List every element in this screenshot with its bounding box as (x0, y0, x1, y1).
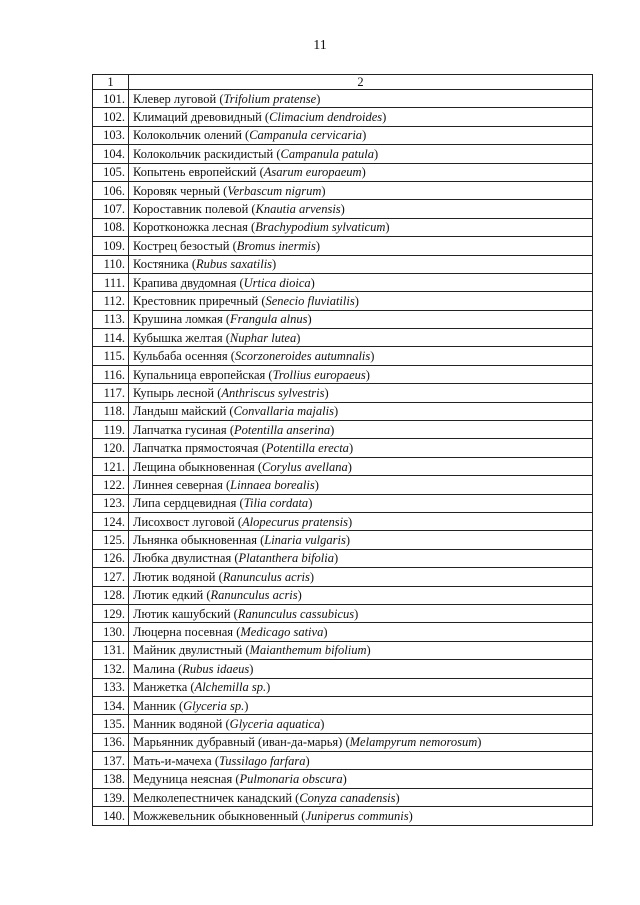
table-row (93, 181, 593, 199)
table-row (93, 586, 593, 604)
species-common-name: Костяника (133, 257, 189, 272)
row-number: 118. (93, 402, 129, 420)
species-latin-name: Urtica dioica (243, 275, 311, 290)
species-latin-name: Corylus avellana (262, 459, 348, 474)
table-row (93, 770, 593, 788)
species-common-name: Лисохвост луговой (133, 514, 235, 529)
species-common-name: Липа сердцевидная (133, 496, 237, 511)
species-latin-name: Juniperus communis (305, 808, 409, 823)
species-cell: Лещина обыкновенная (Corylus avellana) (129, 457, 593, 475)
species-cell: Линнея северная (Linnaea borealis) (129, 476, 593, 494)
species-cell: Крестовник приречный (Senecio fluviatilis) (129, 292, 593, 310)
species-latin-name: Anthriscus sylvestris (221, 385, 325, 400)
species-cell: Мать-и-мачеха (Tussilago farfara) (129, 752, 593, 770)
species-common-name: Лапчатка гусиная (133, 422, 227, 437)
species-cell: Лапчатка прямостоячая (Potentilla erecta) (129, 439, 593, 457)
table-row (93, 494, 593, 512)
table-body (93, 90, 593, 826)
species-cell: Манник (Glyceria sp.) (129, 696, 593, 714)
table-row (93, 384, 593, 402)
species-common-name: Короставник полевой (133, 202, 249, 217)
row-number: 125. (93, 531, 129, 549)
row-number: 117. (93, 384, 129, 402)
species-cell: Крапива двудомная (Urtica dioica) (129, 273, 593, 291)
table-row (93, 108, 593, 126)
table-row (93, 218, 593, 236)
table-row (93, 549, 593, 567)
species-common-name: Купальница европейская (133, 367, 266, 382)
species-latin-name: Conyza canadensis (299, 790, 396, 805)
row-number: 139. (93, 788, 129, 806)
species-latin-name: Linnaea borealis (230, 477, 315, 492)
row-number: 132. (93, 660, 129, 678)
row-number: 104. (93, 145, 129, 163)
species-latin-name: Alopecurus pratensis (242, 514, 348, 529)
species-cell: Мелколепестничек канадский (Conyza canadensis) (129, 788, 593, 806)
species-cell: Лапчатка гусиная (Potentilla anserina) (129, 421, 593, 439)
row-number: 126. (93, 549, 129, 567)
table-row (93, 660, 593, 678)
row-number: 138. (93, 770, 129, 788)
species-latin-name: Asarum europaeum (263, 165, 362, 180)
species-latin-name: Pulmonaria obscura (239, 772, 343, 787)
species-cell: Костяника (Rubus saxatilis) (129, 255, 593, 273)
species-latin-name: Tilia cordata (243, 496, 309, 511)
table-row (93, 292, 593, 310)
species-cell: Купырь лесной (Anthriscus sylvestris) (129, 384, 593, 402)
species-latin-name: Melampyrum nemorosum (349, 735, 478, 750)
row-number: 110. (93, 255, 129, 273)
row-number: 134. (93, 696, 129, 714)
species-cell: Колокольчик олений (Campanula cervicaria) (129, 126, 593, 144)
species-latin-name: Campanula cervicaria (249, 128, 363, 143)
row-number: 119. (93, 421, 129, 439)
table-row (93, 752, 593, 770)
species-cell: Липа сердцевидная (Tilia cordata) (129, 494, 593, 512)
species-latin-name: Maianthemum bifolium (249, 643, 367, 658)
row-number: 112. (93, 292, 129, 310)
row-number: 128. (93, 586, 129, 604)
row-number: 127. (93, 568, 129, 586)
row-number: 140. (93, 807, 129, 825)
species-latin-name: Campanula patula (280, 146, 374, 161)
species-cell: Льнянка обыкновенная (Linaria vulgaris) (129, 531, 593, 549)
table-row (93, 126, 593, 144)
row-number: 116. (93, 365, 129, 383)
row-number: 107. (93, 200, 129, 218)
species-latin-name: Nuphar lutea (229, 330, 297, 345)
row-number: 103. (93, 126, 129, 144)
table-row (93, 273, 593, 291)
species-latin-name: Medicago sativa (240, 625, 324, 640)
species-latin-name: Trifolium pratense (223, 91, 317, 106)
row-number: 105. (93, 163, 129, 181)
table-row (93, 715, 593, 733)
table-row (93, 696, 593, 714)
species-cell: Клевер луговой (Trifolium pratense) (129, 90, 593, 108)
species-common-name: Кострец безостый (133, 238, 230, 253)
table-row (93, 237, 593, 255)
species-common-name: Марьянник дубравный (иван-да-марья) (133, 735, 343, 750)
species-common-name: Можжевельник обыкновенный (133, 808, 299, 823)
row-number: 131. (93, 641, 129, 659)
species-common-name: Климаций древовидный (133, 110, 262, 125)
table-row (93, 568, 593, 586)
row-number: 102. (93, 108, 129, 126)
species-common-name: Крушина ломкая (133, 312, 223, 327)
species-latin-name: Frangula alnus (230, 312, 308, 327)
species-cell: Лютик кашубский (Ranunculus cassubicus) (129, 604, 593, 622)
species-common-name: Медуница неясная (133, 772, 233, 787)
species-cell: Климаций древовидный (Climacium dendroides) (129, 108, 593, 126)
species-latin-name: Convallaria majalis (233, 404, 334, 419)
column-header-number: 1 (93, 75, 129, 90)
table-row (93, 807, 593, 825)
species-cell: Люцерна посевная (Medicago sativa) (129, 623, 593, 641)
species-cell: Кострец безостый (Bromus inermis) (129, 237, 593, 255)
species-latin-name: Brachypodium sylvaticum (255, 220, 386, 235)
species-table (92, 74, 593, 826)
table-row (93, 531, 593, 549)
species-common-name: Мать-и-мачеха (133, 753, 212, 768)
species-common-name: Майник двулистный (133, 643, 243, 658)
species-cell: Лютик водяной (Ranunculus acris) (129, 568, 593, 586)
species-common-name: Линнея северная (133, 477, 223, 492)
table-row (93, 347, 593, 365)
table-header-row (93, 75, 593, 90)
row-number: 101. (93, 90, 129, 108)
row-number: 109. (93, 237, 129, 255)
species-latin-name: Knautia arvensis (255, 202, 341, 217)
species-cell: Манжетка (Alchemilla sp.) (129, 678, 593, 696)
species-common-name: Льнянка обыкновенная (133, 533, 257, 548)
species-latin-name: Bromus inermis (236, 238, 316, 253)
table-row (93, 255, 593, 273)
species-cell: Крушина ломкая (Frangula alnus) (129, 310, 593, 328)
row-number: 130. (93, 623, 129, 641)
row-number: 129. (93, 604, 129, 622)
species-cell: Майник двулистный (Maianthemum bifolium) (129, 641, 593, 659)
species-common-name: Любка двулистная (133, 551, 232, 566)
species-common-name: Малина (133, 661, 175, 676)
species-common-name: Клевер луговой (133, 91, 217, 106)
table-row (93, 733, 593, 751)
table-row (93, 678, 593, 696)
species-common-name: Крестовник приречный (133, 293, 259, 308)
row-number: 124. (93, 512, 129, 530)
species-latin-name: Glyceria aquatica (229, 716, 321, 731)
table-row (93, 163, 593, 181)
table-row (93, 200, 593, 218)
row-number: 135. (93, 715, 129, 733)
table-row (93, 365, 593, 383)
species-common-name: Кульбаба осенняя (133, 349, 228, 364)
species-common-name: Лютик едкий (133, 588, 204, 603)
species-latin-name: Alchemilla sp. (194, 680, 267, 695)
species-cell: Коротконожка лесная (Brachypodium sylvaticum) (129, 218, 593, 236)
table-row (93, 329, 593, 347)
table-row (93, 641, 593, 659)
species-common-name: Мелколепестничек канадский (133, 790, 293, 805)
species-cell: Манник водяной (Glyceria aquatica) (129, 715, 593, 733)
column-header-species: 2 (129, 75, 593, 90)
species-common-name: Колокольчик раскидистый (133, 146, 274, 161)
species-latin-name: Platanthera bifolia (238, 551, 334, 566)
species-latin-name: Climacium dendroides (269, 110, 383, 125)
species-latin-name: Scorzoneroides autumnalis (234, 349, 371, 364)
species-latin-name: Senecio fluviatilis (265, 293, 355, 308)
page-number: 11 (313, 38, 327, 53)
row-number: 106. (93, 181, 129, 199)
species-latin-name: Potentilla erecta (265, 441, 349, 456)
species-cell: Малина (Rubus idaeus) (129, 660, 593, 678)
row-number: 115. (93, 347, 129, 365)
species-cell: Любка двулистная (Platanthera bifolia) (129, 549, 593, 567)
species-common-name: Ландыш майский (133, 404, 227, 419)
species-cell: Кульбаба осенняя (Scorzoneroides autumnalis) (129, 347, 593, 365)
species-common-name: Люцерна посевная (133, 625, 234, 640)
row-number: 133. (93, 678, 129, 696)
species-latin-name: Trollius europaeus (272, 367, 366, 382)
species-common-name: Коротконожка лесная (133, 220, 248, 235)
table-row (93, 788, 593, 806)
species-latin-name: Rubus idaeus (182, 661, 250, 676)
species-common-name: Колокольчик олений (133, 128, 242, 143)
row-number: 121. (93, 457, 129, 475)
species-cell: Купальница европейская (Trollius europaeus) (129, 365, 593, 383)
row-number: 113. (93, 310, 129, 328)
table-row (93, 145, 593, 163)
table-row (93, 512, 593, 530)
table-row (93, 604, 593, 622)
species-cell: Кубышка желтая (Nuphar lutea) (129, 329, 593, 347)
table-row (93, 90, 593, 108)
species-common-name: Кубышка желтая (133, 330, 223, 345)
species-cell: Медуница неясная (Pulmonaria obscura) (129, 770, 593, 788)
species-cell: Колокольчик раскидистый (Campanula patula) (129, 145, 593, 163)
table-row (93, 476, 593, 494)
table-row (93, 421, 593, 439)
table-row (93, 310, 593, 328)
row-number: 122. (93, 476, 129, 494)
species-latin-name: Ranunculus acris (222, 569, 310, 584)
table-row (93, 439, 593, 457)
species-latin-name: Glyceria sp. (183, 698, 245, 713)
species-cell: Лютик едкий (Ranunculus acris) (129, 586, 593, 604)
species-latin-name: Ranunculus acris (210, 588, 298, 603)
species-latin-name: Rubus saxatilis (195, 257, 273, 272)
species-common-name: Лапчатка прямостоячая (133, 441, 259, 456)
species-cell: Можжевельник обыкновенный (Juniperus communis) (129, 807, 593, 825)
species-cell: Марьянник дубравный (иван-да-марья) (Melampyrum nemorosum) (129, 733, 593, 751)
species-common-name: Копытень европейский (133, 165, 257, 180)
row-number: 108. (93, 218, 129, 236)
species-latin-name: Tussilago farfara (219, 753, 306, 768)
species-latin-name: Potentilla anserina (233, 422, 331, 437)
row-number: 137. (93, 752, 129, 770)
row-number: 136. (93, 733, 129, 751)
species-common-name: Коровяк черный (133, 183, 221, 198)
row-number: 111. (93, 273, 129, 291)
species-common-name: Лютик водяной (133, 569, 216, 584)
species-common-name: Манник водяной (133, 716, 223, 731)
species-common-name: Купырь лесной (133, 385, 215, 400)
row-number: 123. (93, 494, 129, 512)
species-cell: Копытень европейский (Asarum europaeum) (129, 163, 593, 181)
species-cell: Коровяк черный (Verbascum nigrum) (129, 181, 593, 199)
species-common-name: Лещина обыкновенная (133, 459, 255, 474)
species-common-name: Манжетка (133, 680, 188, 695)
table-row (93, 623, 593, 641)
table-row (93, 457, 593, 475)
table-row (93, 402, 593, 420)
species-common-name: Манник (133, 698, 176, 713)
species-cell: Лисохвост луговой (Alopecurus pratensis) (129, 512, 593, 530)
species-cell: Короставник полевой (Knautia arvensis) (129, 200, 593, 218)
species-common-name: Лютик кашубский (133, 606, 231, 621)
row-number: 114. (93, 329, 129, 347)
species-latin-name: Ranunculus cassubicus (237, 606, 355, 621)
species-latin-name: Linaria vulgaris (264, 533, 346, 548)
species-cell: Ландыш майский (Convallaria majalis) (129, 402, 593, 420)
species-latin-name: Verbascum nigrum (227, 183, 322, 198)
species-common-name: Крапива двудомная (133, 275, 237, 290)
row-number: 120. (93, 439, 129, 457)
